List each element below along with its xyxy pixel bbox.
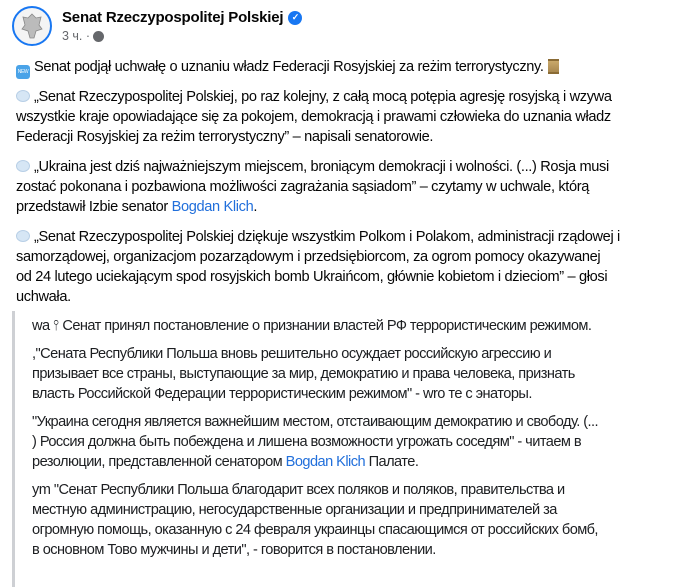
text-line: [16, 107, 676, 127]
line-text: .: [253, 199, 258, 215]
text-line: [32, 344, 676, 364]
text-line: [32, 452, 676, 472]
line-text: wa ⫯ Сенат принял постановление о признании властей РФ террористическим режимом.: [32, 318, 592, 334]
paragraph: [16, 57, 676, 77]
scroll-icon: [548, 59, 559, 74]
paragraph: [32, 316, 676, 336]
line-text: zostać pokonana i pozbawiona możliwości zagrażania sąsiadom” – czytamy w uchwale, którą: [16, 179, 590, 195]
text-line: [32, 412, 676, 432]
text-line: [32, 316, 676, 336]
text-line: [16, 197, 676, 217]
paragraph: [16, 87, 676, 147]
line-text: резолюции, представленной сенатором: [32, 454, 286, 470]
line-text: в основном Тово мужчины и дети", - говорится в постановлении.: [32, 542, 436, 558]
speech-bubble-icon: [16, 230, 30, 242]
text-line: [32, 500, 676, 520]
line-text: Палате.: [365, 454, 419, 470]
line-text: samorządowej, organizacjom pozarządowym i przedsiębiorcom, za ogrom pomocy okazywanej: [16, 249, 601, 265]
text-line: [32, 384, 676, 404]
line-text: od 24 lutego uciekającym spod rosyjskich bomb Ukraińcom, głównie kobietom i dzieciom” – głosi: [16, 269, 608, 285]
line-text: „Ukraina jest dziś najważniejszym miejscem, broniącym demokracji i wolności. (...) Rosja musi: [34, 159, 609, 175]
speech-bubble-icon: [16, 90, 30, 102]
paragraph: [32, 480, 676, 560]
text-line: [32, 540, 676, 560]
text-line: [32, 520, 676, 540]
text-line: [16, 247, 676, 267]
line-text: „Senat Rzeczypospolitej Polskiej, po raz kolejny, z całą mocą potępia agresję rosyjską i wzywa: [34, 89, 612, 105]
post-text: [16, 57, 676, 317]
line-text: ) Россия должна быть побеждена и лишена возможности угрожать соседям" - читаем в: [32, 434, 582, 450]
text-line: [16, 57, 676, 77]
text-line: [16, 127, 676, 147]
text-line: [16, 177, 676, 197]
author-name[interactable]: Senat Rzeczypospolitej Polskiej: [62, 9, 284, 26]
globe-icon: [93, 31, 104, 42]
paragraph: [32, 344, 676, 404]
text-line: [32, 432, 676, 452]
line-text: власть Российской Федерации террористическим режимом" - wro те с энаторы.: [32, 386, 532, 402]
line-text: огромную помощь, оказанную с 24 февраля украинцы спасающимся от российских бомб,: [32, 522, 598, 538]
eagle-emblem-icon: [21, 13, 43, 39]
line-text: Federacji Rosyjskiej za reżim terrorystyczny” – napisali senatorowie.: [16, 129, 434, 145]
speech-bubble-icon: [16, 160, 30, 172]
line-text: "Украина сегодня является важнейшим местом, отстаивающим демократию и свободу. (...: [32, 414, 599, 430]
post-header: [12, 6, 302, 46]
senator-link[interactable]: Bogdan Klich: [171, 199, 254, 215]
line-text: местную администрацию, негосударственные организации и предпринимателей за: [32, 502, 557, 518]
line-text: призывает все страны, выступающие за мир, демократию и права человека, признать: [32, 366, 575, 382]
line-text: przedstawił Izbie senator: [16, 199, 172, 215]
line-text: „Senat Rzeczypospolitej Polskiej dziękuje wszystkim Polkom i Polakom, administracji rządowej i: [34, 229, 620, 245]
text-line: [32, 364, 676, 384]
post-time[interactable]: 3 ч. ·: [62, 29, 91, 43]
avatar[interactable]: [12, 6, 52, 46]
line-text: wszystkie kraje opowiadające się za pokojem, demokracją i prawami człowieka do uznania władz: [16, 109, 611, 125]
line-text: ym "Сенат Республики Польша благодарит всех поляков и поляков, правительства и: [32, 482, 565, 498]
text-line: [16, 267, 676, 287]
verified-badge-icon: ✓: [288, 11, 302, 25]
text-line: [32, 480, 676, 500]
paragraph: [16, 227, 676, 307]
translation-block: [12, 311, 676, 587]
text-line: [16, 227, 676, 247]
text-line: [16, 157, 676, 177]
line-text: Senat podjął uchwałę o uznaniu władz Federacji Rosyjskiej za reżim terrorystyczny.: [34, 59, 544, 75]
paragraph: [16, 157, 676, 217]
text-line: [16, 287, 676, 307]
text-line: [16, 87, 676, 107]
line-text: uchwała.: [16, 289, 71, 305]
paragraph: [32, 412, 676, 472]
line-text: ,"Сената Республики Польша вновь решительно осуждает российскую агрессию и: [32, 346, 552, 362]
senator-link[interactable]: Bogdan Klich: [285, 454, 366, 470]
new-badge-icon: NEW: [16, 65, 30, 79]
